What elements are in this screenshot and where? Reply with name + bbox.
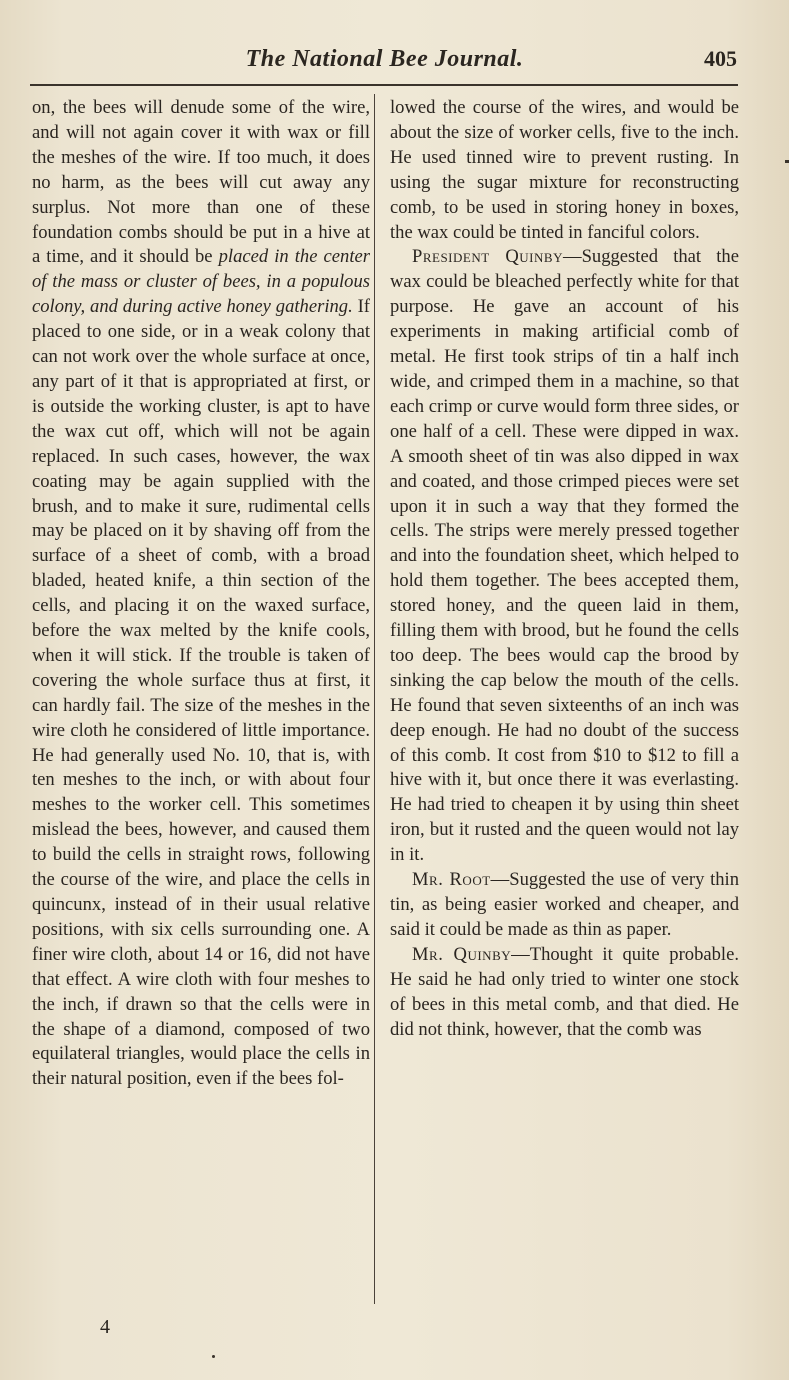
right-paragraph-continued: lowed the course of the wires, and would be about the size of worker cells, five to the inch. He used tinned wire to prevent rusting. In using the sugar mixture for reconstructing comb, to be used in storing honey in boxes, the wax could be tinted in fanciful colors. xyxy=(390,97,739,243)
right-column xyxy=(390,96,739,1042)
left-text-end: If placed to one side, or in a weak colony that can not work over the whole surface at once, any part of it that is appropriated at first, or is outside the working cluster, is apt to have the wax cut off, which will not be again replaced. In such cases, however, the wax coating may be again supplied with the brush, and to make it sure, rudimental cells may be placed on it by shaving off from the surface of a sheet of comb, with a broad bladed, heated knife, a thin section of the cells, and placing it on the waxed surface, before the wax melted by the knife cools, when it will stick. If the trouble is taken of covering the whole surface thus at first, it can hardly fail. The size of the meshes in the wire cloth he considered of little importance. He had generally used No. 10, that is, with ten meshes to the inch, or with about four meshes to the worker cell. This sometimes mislead the bees, however, and caused them to build the cells in straight rows, following the course of the wire, and place the cells in quincunx, instead of in their usual relative positions, with six cells surrounding one. A finer wire cloth, about 14 or 16, did not have that effect. A wire cloth with four meshes to the inch, if drawn so that the cells were in the shape of a diamond, composed of two equilateral triangles, would place the cells in their natural position, even if the bees fol- xyxy=(32,296,370,1090)
speaker-text: —Suggested the use of very thin tin, as being easier worked and cheaper, and said it could be made as thin as paper. xyxy=(390,869,739,940)
edge-mark xyxy=(785,160,789,163)
speaker-name: Mr. Quinby xyxy=(412,943,512,965)
speaker-name: President Quinby xyxy=(412,246,563,268)
left-text-start: on, the bees will denude some of the wire, and will not again cover it with wax or fill the meshes of the wire. If too much, it does no harm, as the bees will cut away any surplus. Not more than one of these foundation combs should be put in a hive at a time, and it should be xyxy=(32,97,370,268)
column-divider xyxy=(374,94,375,1304)
right-paragraph-quinby xyxy=(390,245,739,868)
speaker-text: —Suggested that the wax could be bleached perfectly white for that purpose. He gave an account of his experiments in making artificial comb of metal. He first took strips of tin a half inch wide, and crimped them in a machine, so that each crimp or curve would form three sides, or one half of a cell. These were dipped in wax. A smooth sheet of tin was also dipped in wax and coated, and those crimped pieces were set upon it in such a way that they formed the cells. The strips were merely pressed together and into the foundation sheet, which helped to hold them together. The bees accepted them, stored honey, and the queen laid in them, filling them with brood, but he found the cells too deep. The bees would cap the brood by sinking the cap below the mouth of the cells. He found that seven sixteenths of an inch was deep enough. He had no doubt of the success of this comb. It cost from $10 to $12 to fill a hive with it, but once there it was everlasting. He had tried to cheapen it by using thin sheet iron, but it rusted and the queen would not lay in it. xyxy=(390,246,739,866)
journal-title: The National Bee Journal. xyxy=(245,46,524,72)
left-paragraph xyxy=(32,96,370,1092)
right-paragraph-root xyxy=(390,868,739,943)
speaker-name: Mr. Root xyxy=(412,869,491,891)
left-italic-emphasis: placed in the center of the mass or cluster of bees, in a populous colony, and during active honey gathering. xyxy=(32,246,370,318)
page-header xyxy=(30,40,739,90)
page-number: 405 xyxy=(704,46,737,71)
ink-dot xyxy=(212,1355,215,1358)
signature-mark: 4 xyxy=(100,1316,110,1338)
speaker-text: —Thought it quite probable. He said he had only tried to winter one stock of bees in this metal comb, and that died. He did not think, however, that the comb was xyxy=(390,943,740,1040)
left-column xyxy=(32,96,370,1092)
header-rule xyxy=(30,84,738,86)
right-paragraph-quinby-2 xyxy=(390,943,739,1043)
